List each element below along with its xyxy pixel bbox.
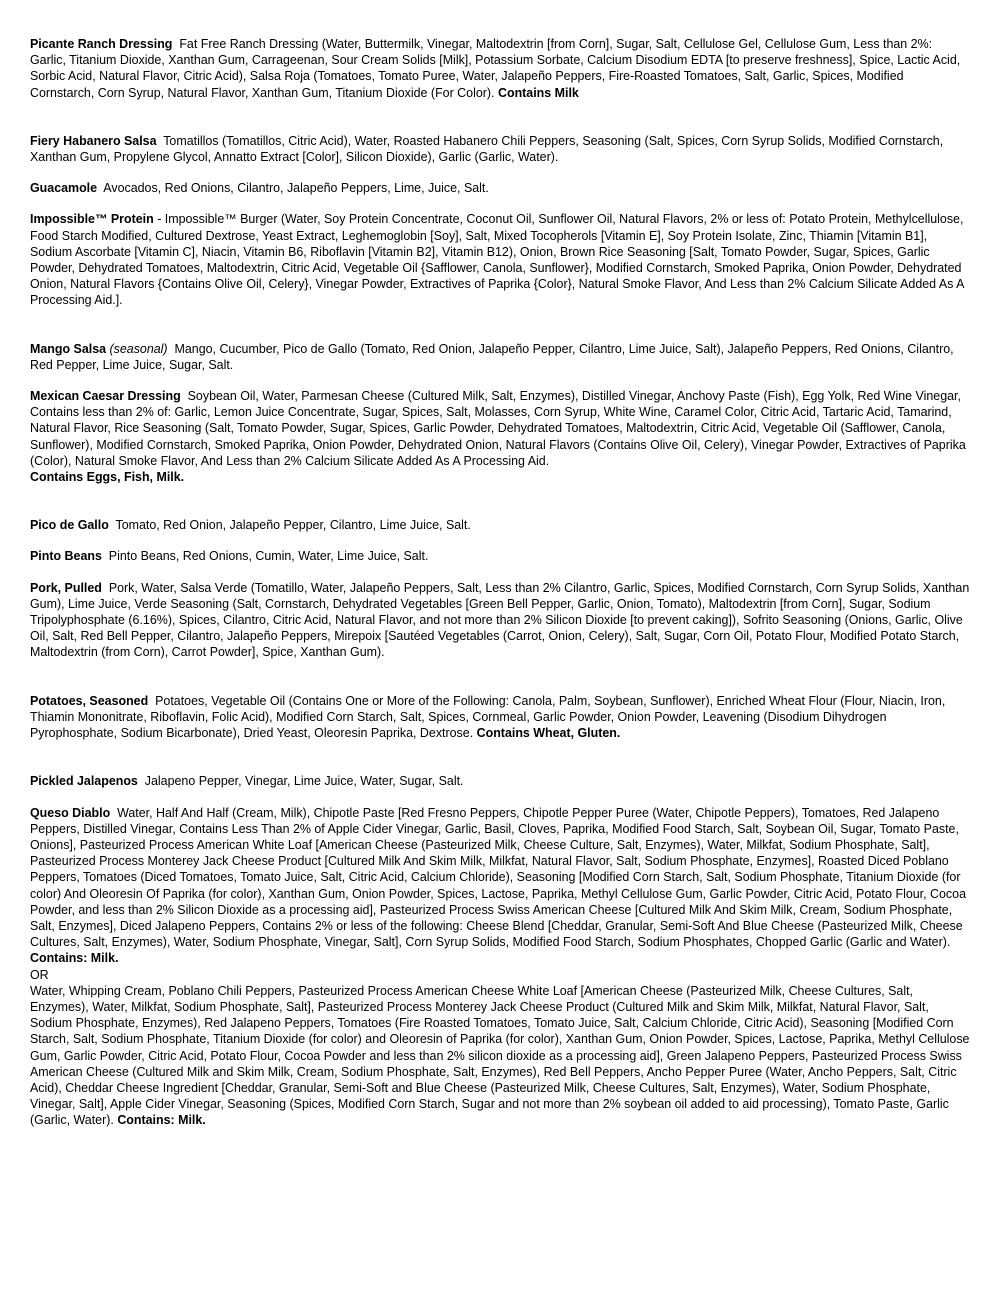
entry-name: Queso Diablo — [30, 805, 111, 820]
entry-ingredients: Tomatillos (Tomatillos, Citric Acid), Water, Roasted Habanero Chili Peppers, Seasoning (Salt, Spices, Corn Syrup Solids, Modified Cornstarch, Xanthan Gum, Propylene Glycol, Annatto Extract [Color], Silicon Dioxide), Garlic (Garlic, Water). — [30, 133, 944, 165]
entry-name: Guacamole — [30, 181, 98, 196]
or-separator: OR — [30, 967, 49, 982]
entry-ingredients: Mango, Cucumber, Pico de Gallo (Tomato, Red Onion, Jalapeño Pepper, Cilantro, Lime Juice, Salt), Jalapeño Peppers, Red Onions, Cilantro, Red Pepper, Lime Juice, Sugar, Salt. — [30, 341, 954, 372]
entry-fiery-habanero-salsa — [30, 133, 970, 165]
entry-pico-de-gallo — [30, 517, 970, 533]
entry-allergen: Contains Eggs, Fish, Milk. — [30, 470, 185, 485]
entry-ingredients: Water, Half And Half (Cream, Milk), Chipotle Paste [Red Fresno Peppers, Chipotle Pepper Puree (Water, Chipotle Peppers), Tomatoes, Red Jalapeno Peppers, Distilled Vinegar, Contains Less Than 2% of Apple Cider Vinegar, Garlic, Basil, Cloves, Paprika, Modified Food Starch, Salt, Soybean Oil, Sugar, Tomato Paste, Onions], Pasteurized Process American White Loaf [American Cheese (Pasteurized Milk, Cheese Culture, Salt, Enzymes), Water, Milkfat, Sodium Phosphate, Salt], Pasteurized Process Monterey Jack Cheese Product [Cultured Milk And Skim Milk, Milkfat, Natural Flavor, Salt, Sodium Phosphate, Enzymes], Roasted Diced Poblano Peppers, Tomatoes (Diced Tomatoes, Tomato Juice, Salt, Citric Acid, Calcium Chloride), Seasoning [Modified Corn Starch, Salt, Sodium Phosphate, Titanium Dioxide (for color) And Oleoresin Of Paprika (for color), Xanthan Gum, Onion Powder, Spices, Lactose, Paprika, Methyl Cellulose Gum, Garlic Powder, Citric Acid, Potato Flour, Cocoa Powder, and less than 2% Silicon Dioxide as a processing aid], Pasteurized Process Swiss American Cheese [Cultured Milk And Skim Milk, Cream, Sodium Phosphate, Salt, Enzymes], Diced Jalapeno Peppers, Contains 2% or less of the following: Cheese Blend [Cheddar, Granular, Semi-Soft And Blue Cheese (Pasteurized Milk, Cheese Cultures, Salt, Enzymes), Water, Sodium Phosphate, Vinegar, Salt], Corn Syrup Solids, Modified Food Starch, Sodium Phosphates, Chopped Garlic (Garlic and Water). — [30, 805, 966, 950]
entry-name: Picante Ranch Dressing — [30, 37, 173, 51]
entry-alt-allergen: Contains: Milk. — [117, 1113, 206, 1128]
entry-pinto-beans — [30, 548, 970, 564]
entry-name: Pinto Beans — [30, 549, 102, 564]
entry-name: Mango Salsa — [30, 341, 107, 356]
entry-ingredients: Jalapeno Pepper, Vinegar, Lime Juice, Water, Sugar, Salt. — [144, 774, 464, 789]
entry-allergen: Contains Milk — [497, 85, 579, 100]
entry-mexican-caesar-dressing — [30, 388, 970, 485]
entry-ingredients: Pinto Beans, Red Onions, Cumin, Water, Lime Juice, Salt. — [108, 549, 429, 564]
entry-ingredients: Avocados, Red Onions, Cilantro, Jalapeño Peppers, Lime, Juice, Salt. — [103, 181, 489, 196]
entry-ingredients: - Impossible™ Burger (Water, Soy Protein Concentrate, Coconut Oil, Sunflower Oil, Natural Flavors, 2% or less of: Potato Protein, Methylcellulose, Food Starch Modified, Cultured Dextrose, Yeast Extract, Leghemoglobin [Soy], Salt, Mixed Tocopherols [Vitamin E], Soy Protein Isolate, Zinc, Thiamin [Vitamin B1], Sodium Ascorbate [Vitamin C], Niacin, Vitamin B6, Riboflavin [Vitamin B2], Vitamin B12), Onion, Brown Rice Seasoning [Salt, Tomato Powder, Sugar, Spices, Garlic Powder, Dehydrated Tomatoes, Maltodextrin, Citric Acid, Vegetable Oil {Safflower, Canola, Sunflower}, Modified Cornstarch, Smoked Paprika, Onion Powder, Dehydrated Onion, Natural Flavors {Contains Olive Oil, Celery}, Vinegar Powder, Extractives of Paprika {Color}, Natural Smoke Flavor, And Less than 2% Calcium Silicate Added As A Processing Aid.]. — [30, 212, 964, 308]
entry-name: Pickled Jalapenos — [30, 774, 138, 789]
entry-mango-salsa — [30, 341, 970, 373]
entry-name: Fiery Habanero Salsa — [30, 133, 157, 148]
entry-ingredients: Fat Free Ranch Dressing (Water, Buttermilk, Vinegar, Maltodextrin [from Corn], Sugar, Salt, Cellulose Gel, Cellulose Gum, Less than 2%: Garlic, Titanium Dioxide, Xanthan Gum, Carrageenan, Sour Cream Solids [Milk], Potassium Sorbate, Calcium Disodium EDTA [to preserve freshness], Spice, Lactic Acid, Sorbic Acid, Natural Flavor, Citric Acid), Salsa Roja (Tomatoes, Tomato Puree, Water, Jalapeño Peppers, Fire-Roasted Tomatoes, Salt, Garlic, Spices, Modified Cornstarch, Corn Syrup, Natural Flavor, Xanthan Gum, Titanium Dioxide (For Color). — [30, 37, 961, 100]
entry-ingredients: Tomato, Red Onion, Jalapeño Pepper, Cilantro, Lime Juice, Salt. — [115, 518, 471, 533]
entry-alt-ingredients: Water, Whipping Cream, Poblano Chili Peppers, Pasteurized Process American Cheese White Loaf [American Cheese (Pasteurized Milk, Cheese Cultures, Salt, Enzymes), Water, Milkfat, Sodium Phosphate, Salt], Pasteurized Process Monterey Jack Cheese Product (Cultured Milk and Skim Milk, Milkfat, Natural Flavor, Salt, Sodium Phosphate, Enzymes), Red Jalapeno Peppers, Tomatoes (Fire Roasted Tomatoes, Tomato Juice, Salt, Calcium Chloride, Citric Acid), Seasoning [Modified Corn Starch, Salt, Sodium Phosphate, Titanium Dioxide (for color) and Oleoresin of Paprika (for color), Xanthan Gum, Onion Powder, Spices, Lactose, Paprika, Methyl Cellulose Gum, Garlic Powder, Citric Acid, Potato Flour, Cocoa Powder and less than 2% silicon dioxide as a processing aid], Green Jalapeno Peppers, Pasteurized Process Swiss American Cheese (Cultured Milk and Skim Milk, Cream, Sodium Phosphate, Salt, Enzymes), Red Bell Peppers, Ancho Pepper Puree (Water, Ancho Peppers, Salt, Citric Acid), Cheddar Cheese Ingredient [Cheddar, Granular, Semi-Soft and Blue Cheese (Pasteurized Milk, Cheese Cultures, Salt, Enzymes), Water, Sodium Phosphate, Vinegar, Salt], Apple Cider Vinegar, Seasoning (Spices, Modified Corn Starch, Sugar and not more than 2% soybean oil added to aid processing), Tomato Paste, Garlic (Garlic, Water). — [30, 983, 970, 1128]
entry-picante-ranch-dressing — [30, 36, 970, 101]
entry-pickled-jalapenos — [30, 773, 970, 789]
entry-ingredients: Pork, Water, Salsa Verde (Tomatillo, Water, Jalapeño Peppers, Salt, Less than 2% Cilantro, Garlic, Spices, Modified Cornstarch, Corn Syrup Solids, Xanthan Gum), Lime Juice, Verde Seasoning (Salt, Cornstarch, Dehydrated Vegetables [Green Bell Pepper, Garlic, Onion, Tomato), Maltodextrin [from Corn], Sugar, Sodium Tripolyphosphate (6.16%), Spices, Cilantro, Citric Acid, Natural Flavor, and not more than 2% Silicon Dioxide [to prevent caking]), Sofrito Seasoning (Onions, Garlic, Olive Oil, Salt, Red Bell Pepper, Cilantro, Jalapeño Peppers, Mirepoix [Sautéed Vegetables (Carrot, Onion, Celery), Salt, Sugar, Corn Oil, Potato Flour, Modified Potato Starch, Maltodextrin (from Corn), Carrot Powder], Spice, Xanthan Gum). — [30, 580, 970, 660]
entry-allergen: Contains Wheat, Gluten. — [476, 726, 621, 741]
entry-qualifier: (seasonal) — [109, 341, 168, 356]
entry-guacamole — [30, 180, 970, 196]
entry-name: Potatoes, Seasoned — [30, 693, 149, 708]
entry-pork-pulled — [30, 580, 970, 661]
entry-potatoes-seasoned — [30, 693, 970, 742]
entry-name: Impossible™ Protein — [30, 212, 154, 227]
entry-allergen: Contains: Milk. — [30, 951, 119, 966]
entry-name: Mexican Caesar Dressing — [30, 389, 181, 404]
entry-impossible-protein — [30, 211, 970, 308]
entry-name: Pork, Pulled — [30, 580, 102, 595]
entry-name: Pico de Gallo — [30, 518, 109, 533]
entry-ingredients: Potatoes, Vegetable Oil (Contains One or More of the Following: Canola, Palm, Soybean, Sunflower), Enriched Wheat Flour (Flour, Niacin, Iron, Thiamin Mononitrate, Riboflavin, Folic Acid), Modified Corn Starch, Salt, Spices, Cornmeal, Garlic Powder, Onion Powder, Leavening (Disodium Dihydrogen Pyrophosphate, Sodium Bicarbonate), Dried Yeast, Oleoresin Paprika, Dextrose. — [30, 693, 946, 741]
entry-ingredients: Soybean Oil, Water, Parmesan Cheese (Cultured Milk, Salt, Enzymes), Distilled Vinegar, Anchovy Paste (Fish), Egg Yolk, Red Wine Vinegar, Contains less than 2% of: Garlic, Lemon Juice Concentrate, Sugar, Spices, Salt, Molasses, Corn Syrup, White Wine, Caramel Color, Citric Acid, Tartaric Acid, Tamarind, Natural Flavor, Rice Seasoning (Salt, Tomato Powder, Sugar, Spices, Garlic Powder, Dehydrated Tomatoes, Maltodextrin, Citric Acid, Vegetable Oil (Safflower, Canola, Sunflower), Modified Cornstarch, Smoked Paprika, Onion Powder, Dehydrated Onion, Natural Flavors (Contains Olive Oil, Celery), Vinegar Powder, Extractives of Paprika (Color), Natural Smoke Flavor, And Less than 2% Calcium Silicate Added As A Processing Aid. — [30, 389, 966, 468]
entry-queso-diablo — [30, 805, 970, 1129]
